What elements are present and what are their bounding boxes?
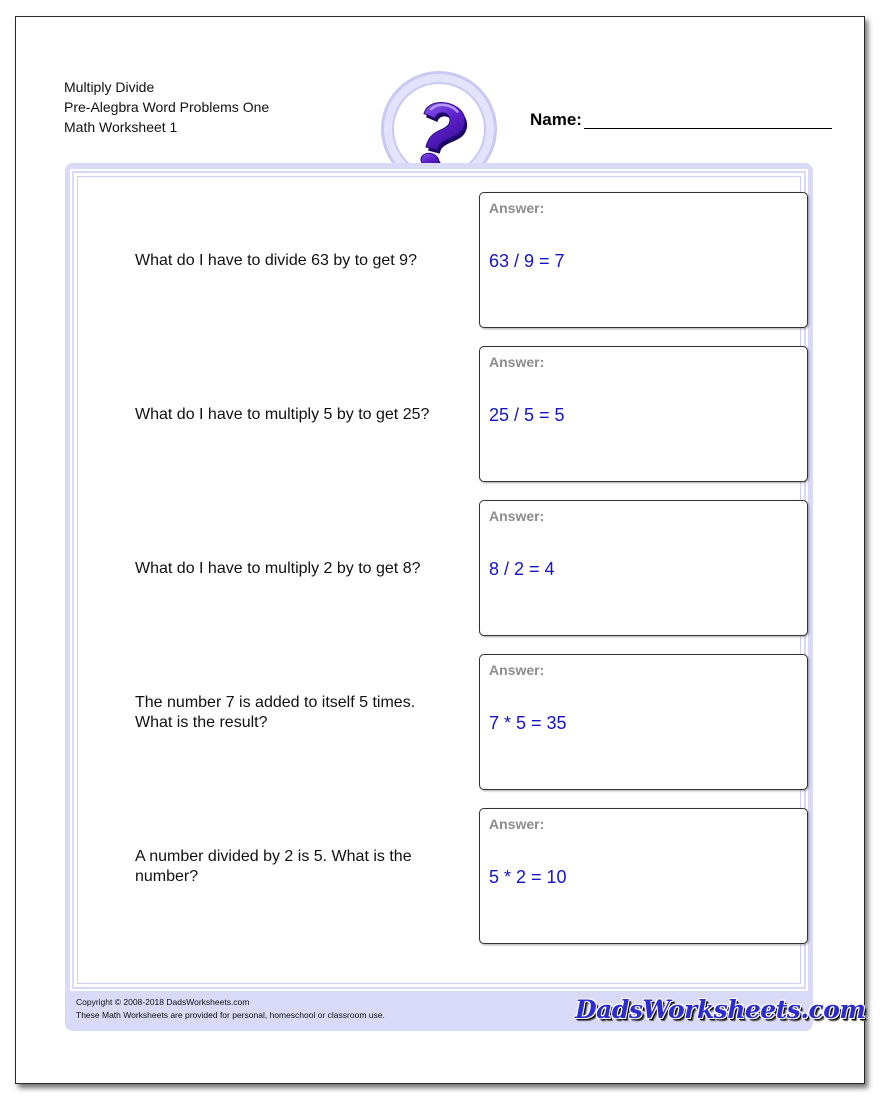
answer-box[interactable]: [479, 654, 808, 790]
title-line-1: Multiply Divide: [64, 79, 155, 95]
answer-value: 25 / 5 = 5: [489, 405, 565, 425]
title-line-3: Math Worksheet 1: [64, 119, 178, 135]
question-text: What do I have to multiply 5 by to get 25?: [135, 406, 430, 423]
worksheet-title: [64, 77, 269, 137]
answer-label: Answer:: [489, 508, 545, 524]
answer-box[interactable]: [479, 500, 808, 636]
answer-value: 7 * 5 = 35: [489, 713, 567, 733]
answer-label: Answer:: [489, 662, 545, 678]
usage-note: These Math Worksheets are provided for personal, homeschool or classroom use.: [76, 1010, 385, 1020]
copyright-text: Copyright © 2008-2018 DadsWorksheets.com: [76, 997, 250, 1007]
answer-value: 5 * 2 = 10: [489, 867, 567, 887]
name-label: Name:: [530, 110, 582, 129]
question-text: The number 7 is added to itself 5 times. What is the result?: [135, 694, 416, 731]
answer-box[interactable]: [479, 192, 808, 328]
question-text: What do I have to divide 63 by to get 9?: [135, 252, 417, 269]
answer-label: Answer:: [489, 816, 545, 832]
question-text: What do I have to multiply 2 by to get 8?: [135, 560, 421, 577]
answer-label: Answer:: [489, 354, 545, 370]
brand-logo: DadsWorksheets.com: [575, 995, 866, 1024]
question-text: A number divided by 2 is 5. What is the number?: [135, 848, 412, 885]
name-field[interactable]: [584, 128, 832, 129]
answer-label: Answer:: [489, 200, 545, 216]
title-line-2: Pre-Alegbra Word Problems One: [64, 99, 270, 115]
answer-box[interactable]: [479, 346, 808, 482]
answer-value: 8 / 2 = 4: [489, 559, 555, 579]
footer: [65, 989, 866, 1031]
worksheet-frame: [65, 163, 866, 1031]
worksheet-page: [15, 16, 865, 1084]
answer-value: 63 / 9 = 7: [489, 251, 565, 271]
answer-box[interactable]: [479, 808, 808, 944]
copyright-notice: [76, 996, 385, 1022]
